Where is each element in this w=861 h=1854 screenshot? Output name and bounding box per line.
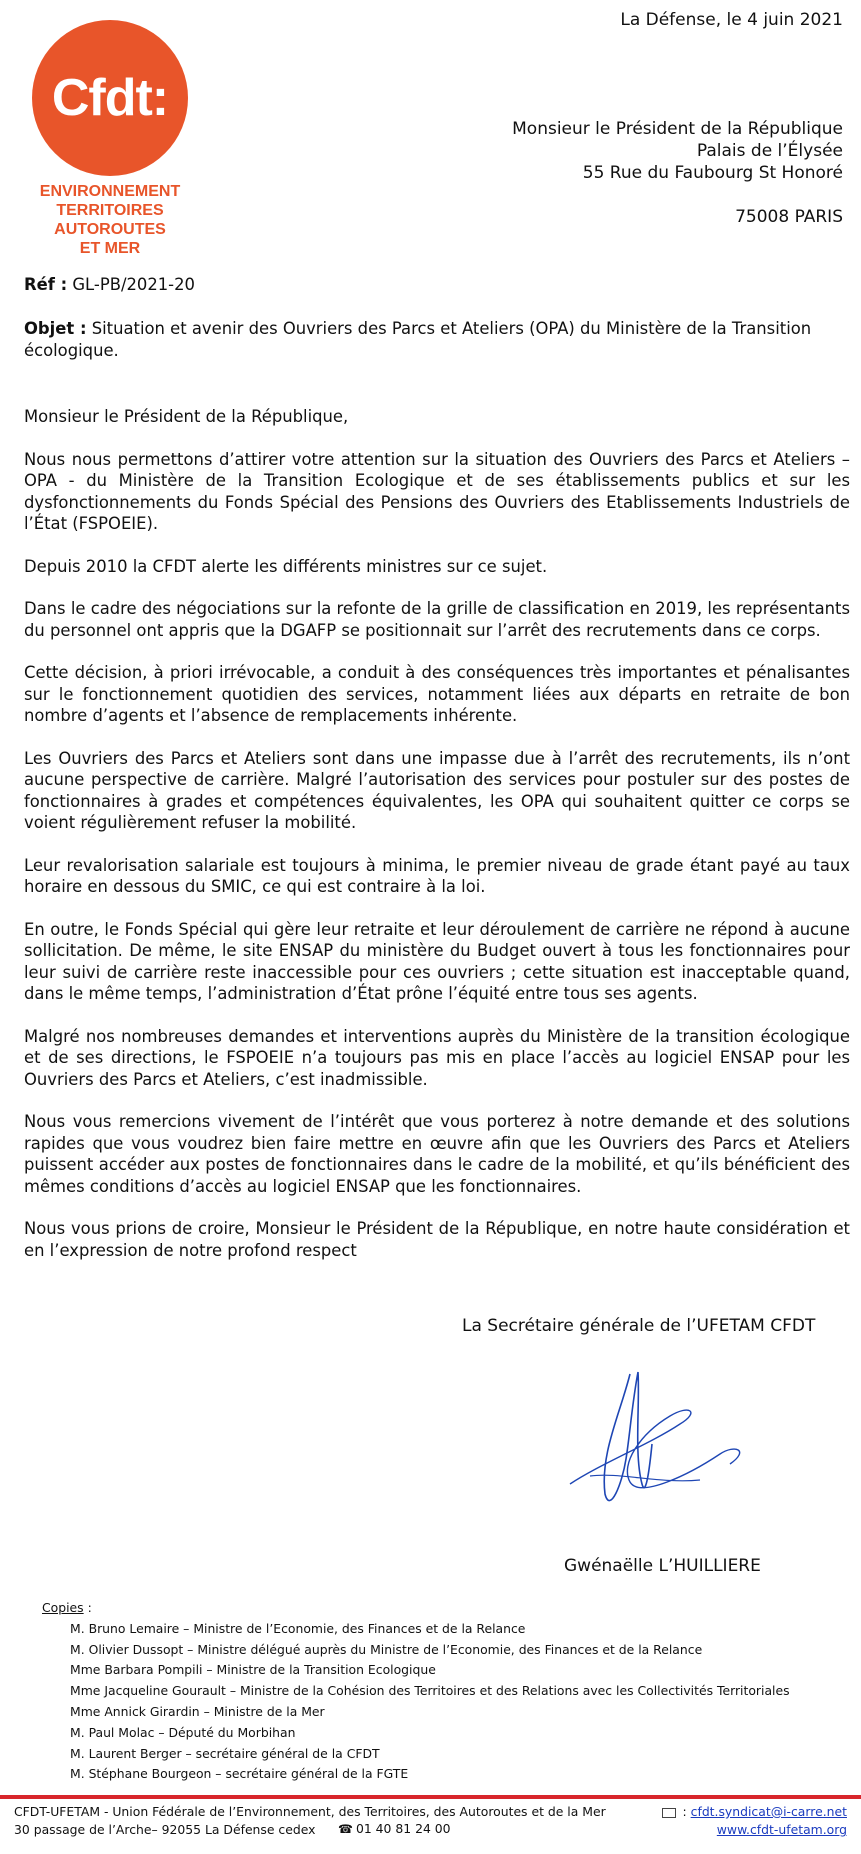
recipient-city: 75008 PARIS	[735, 207, 843, 227]
body-paragraph: Dans le cadre des négociations sur la refonte de la grille de classification en 2019, les représentants du personnel ont appris que la DGAFP se positionnait sur l’arrêt des recrutements dans ce corps.	[24, 599, 850, 640]
reference-label: Réf :	[24, 275, 68, 294]
subject	[24, 318, 850, 361]
letter-date: La Défense, le 4 juin 2021	[620, 10, 843, 30]
phone-icon: ☎	[338, 1822, 353, 1836]
cfdt-logo	[32, 20, 192, 258]
reference	[24, 274, 850, 296]
copies-colon: :	[83, 1600, 92, 1615]
subject-value: Situation et avenir des Ouvriers des Parcs et Ateliers (OPA) du Ministère de la Transition écologique.	[24, 319, 812, 360]
cfdt-logo-subtitle	[32, 182, 188, 258]
copies-item: M. Laurent Berger – secrétaire général de la CFDT	[70, 1745, 380, 1761]
copies-item: M. Stéphane Bourgeon – secrétaire général de la FGTE	[70, 1766, 409, 1782]
cfdt-logo-brand: Cfdt:	[51, 69, 169, 127]
body-paragraph: Nous vous prions de croire, Monsieur le Président de la République, en notre haute considération et en l’expression de notre profond respect	[24, 1219, 850, 1260]
copies-label: Copies	[42, 1600, 84, 1615]
body-paragraph: Cette décision, à priori irrévocable, a conduit à des conséquences très importantes et pénalisantes sur le fonctionnement quotidien des services, notamment liées aux départs en retraite de bon nombre d’agents et l’absence de remplacements inhérente.	[24, 663, 850, 725]
recipient-address	[512, 118, 843, 228]
logo-sub-line: ET MER	[79, 240, 141, 257]
footer-organization	[14, 1803, 606, 1839]
footer-address: 30 passage de l’Arche– 92055 La Défense cedex	[14, 1822, 316, 1837]
recipient-line: Palais de l’Élysée	[696, 141, 843, 161]
copies-item: Mme Annick Girardin – Ministre de la Mer	[70, 1703, 325, 1719]
body-paragraph: Leur revalorisation salariale est toujours à minima, le premier niveau de grade étant payé au taux horaire en dessous du SMIC, ce qui est contraire à la loi.	[24, 855, 850, 896]
reference-value: GL-PB/2021-20	[72, 275, 195, 294]
footer-website-link[interactable]: www.cfdt-ufetam.org	[716, 1822, 847, 1837]
footer-email-link[interactable]: cfdt.syndicat@i-carre.net	[690, 1804, 847, 1819]
footer-email-prefix: :	[678, 1804, 691, 1819]
footer-phone	[338, 1821, 451, 1836]
signature-stroke	[590, 1475, 700, 1481]
body-paragraph: Les Ouvriers des Parcs et Ateliers sont dans une impasse due à l’arrêt des recrutements, ils n’ont aucune perspective de carrière. Malgré l’autorisation des services pour postuler sur des postes de fonctionnaires à grades et compétences équivalentes, les OPA qui souhaitent quitter ce corps se voient régulièrement refuser la mobilité.	[24, 748, 850, 832]
footer-phone-number: 01 40 81 24 00	[355, 1821, 451, 1836]
letter-body	[24, 406, 850, 1282]
recipient-line: Monsieur le Président de la République	[512, 119, 843, 139]
body-paragraph: Nous nous permettons d’attirer votre attention sur la situation des Ouvriers des Parcs et Ateliers – OPA - du Ministère de la Transition Ecologique et de ses établissements publics et sur les dysfonctionnements du Fonds Spécial des Pensions des Ouvriers des Etablissements Industriels de l’État (FSPOEIE).	[24, 449, 850, 533]
salutation: Monsieur le Président de la République,	[24, 407, 349, 426]
copies-list	[42, 1619, 790, 1785]
recipient-line: 55 Rue du Faubourg St Honoré	[582, 163, 843, 183]
cfdt-logo-circle	[32, 20, 188, 176]
footer-contact	[662, 1803, 847, 1839]
logo-sub-line: AUTOROUTES	[54, 221, 166, 238]
footer-org-name: CFDT-UFETAM - Union Fédérale de l’Environnement, des Territoires, des Autoroutes et de la Mer	[14, 1804, 606, 1819]
copies-item: M. Olivier Dussopt – Ministre délégué auprès du Ministre de l’Economie, des Finances et de la Relance	[70, 1641, 703, 1657]
handwritten-signature	[560, 1364, 760, 1524]
copies-section	[42, 1598, 790, 1785]
copies-item: M. Paul Molac – Député du Morbihan	[70, 1724, 296, 1740]
signer-title: La Secrétaire générale de l’UFETAM CFDT	[462, 1316, 816, 1336]
copies-item: M. Bruno Lemaire – Ministre de l’Economie, des Finances et de la Relance	[70, 1620, 526, 1636]
logo-sub-line: TERRITOIRES	[56, 202, 164, 219]
body-paragraph: Depuis 2010 la CFDT alerte les différents ministres sur ce sujet.	[24, 556, 548, 576]
body-paragraph: Malgré nos nombreuses demandes et interventions auprès du Ministère de la transition écologique et de ses directions, le FSPOEIE n’a toujours pas mis en place l’accès au logiciel ENSAP pour les Ouvriers des Parcs et Ateliers, c’est inadmissible.	[24, 1026, 850, 1089]
signer-name: Gwénaëlle L’HUILLIERE	[564, 1556, 761, 1576]
footer-rule	[0, 1795, 861, 1799]
logo-sub-line: ENVIRONNEMENT	[39, 183, 181, 200]
body-paragraph: En outre, le Fonds Spécial qui gère leur retraite et leur déroulement de carrière ne répond à aucune sollicitation. De même, le site ENSAP du ministère du Budget ouvert à tous les fonctionnaires pour leur suivi de carrière reste inaccessible pour ces ouvriers ; cette situation est inacceptable quand, dans le même temps, l’administration d’État prône l’équité entre tous ses agents.	[24, 919, 850, 1003]
subject-label: Objet :	[24, 319, 87, 338]
copies-item: Mme Barbara Pompili – Ministre de la Transition Ecologique	[70, 1662, 436, 1678]
copies-item: Mme Jacqueline Gourault – Ministre de la Cohésion des Territoires et des Relations avec les Collectivités Territoriales	[70, 1683, 790, 1699]
body-paragraph: Nous vous remercions vivement de l’intérêt que vous porterez à notre demande et des solutions rapides que vous voudrez bien faire mettre en œuvre afin que les Ouvriers des Parcs et Ateliers puissent accéder aux postes de fonctionnaires dans le cadre de la mobilité, et qu’ils bénéficient des mêmes conditions d’accès au logiciel ENSAP que les fonctionnaires.	[24, 1112, 850, 1196]
mail-icon	[662, 1808, 676, 1818]
